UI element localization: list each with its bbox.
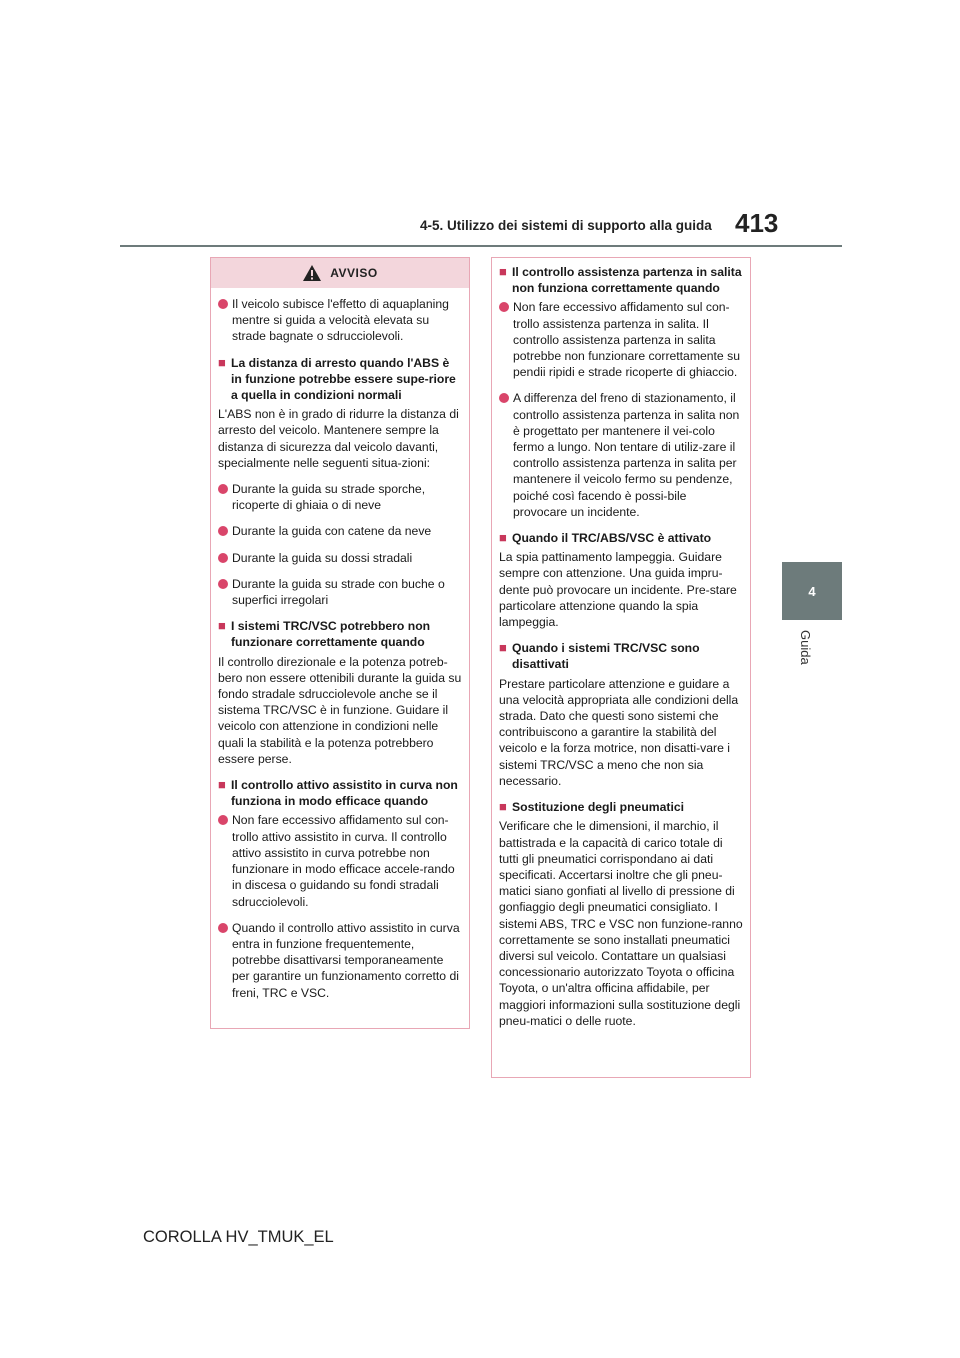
paragraph: Verificare che le dimensioni, il marchio, il battistrada e la capacità di carico totale di tutti gli pneumatici corrispondano ai dati specificati. Accertarsi inoltre che gli pneu-matici siano gonfiati al livello di pressione di gonfiaggio degli pneumatici consigliato. I sistemi ABS, TRC e VSC non funzione-ranno correttamente se sono installati pneumatici diversi sul veicolo. Contattare un qualsiasi concessionario autorizzato Toyota o officina Toyota, o un'altra officina affidabile, per maggiori informazioni sulla sostituzione degli pneu-matici o delle ruote. [499,819,743,1028]
list-item: Il veicolo subisce l'effetto di aquaplaning mentre si guida a velocità elevata su strade bagnate o sdrucciolevoli. [218,296,462,345]
square-bullet-icon: ■ [218,354,226,370]
list-item: Durante la guida su strade con buche o superfici irregolari [218,576,462,608]
bullet-icon [218,815,228,825]
square-bullet-icon: ■ [499,264,507,279]
subsection-heading: ■ Quando il TRC/ABS/VSC è attivato [499,530,712,546]
square-bullet-icon: ■ [218,777,226,793]
subsection-heading: ■ Quando i sistemi TRC/VSC sono disattivati [499,640,700,672]
square-bullet-icon: ■ [218,618,226,634]
bullet-icon [218,553,228,563]
bullet-icon [218,923,228,933]
chapter-label: Guida [798,630,813,665]
bullet-icon [218,484,228,494]
list-item: Non fare eccessivo affidamento sul con-trollo attivo assistito in curva. Il controllo attivo assistito in curva potrebbe non funzionare in modo efficace accele-rando in discesa o guidando su fondi stradali sdrucciolevoli. [218,812,462,909]
list-item: Quando il controllo attivo assistito in curva entra in funzione frequentemente, potrebbe disattivarsi temporaneamente per garantire un funzionamento corretto di freni, TRC e VSC. [218,920,462,1001]
subsection-heading: ■ La distanza di arresto quando l'ABS è in funzione potrebbe essere supe-riore a quella in condizioni normali [218,354,456,403]
square-bullet-icon: ■ [499,530,507,546]
footer-model-code: COROLLA HV_TMUK_EL [143,1228,334,1246]
square-bullet-icon: ■ [499,799,507,815]
warning-triangle-icon [302,264,322,282]
subsection-heading: ■ Il controllo attivo assistito in curva non funziona in modo efficace quando [218,777,458,809]
paragraph: L'ABS non è in grado di ridurre la distanza di arresto del veicolo. Mantenere sempre la distanza di sicurezza dal veicolo davanti, specialmente nelle seguenti situa-zioni: [218,407,459,470]
chapter-number: 4 [808,583,816,599]
list-item: Non fare eccessivo affidamento sul con-trollo assistenza partenza in salita. Il controllo assistenza partenza in salita potrebbe non funzionare correttamente su pendii ripidi e strade ricoperte di ghiaccio. [499,299,743,380]
list-item: A differenza del freno di stazionamento, il controllo assistenza partenza in salita non è progettato per mantenere il vei-colo fermo a lungo. Non tentare di utiliz-zare il controllo assistenza partenza in salita per mantenere il veicolo fermo su pendenze, poiché così facendo è possi-bile provocare un incidente. [499,390,743,520]
subsection-heading: ■ Sostituzione degli pneumatici [499,799,684,815]
info-box [491,257,751,1078]
list-item: Durante la guida con catene da neve [218,523,462,539]
subsection-heading: ■ Il controllo assistenza partenza in salita non funziona correttamente quando [499,264,742,296]
paragraph: Il controllo direzionale e la potenza potreb-bero non essere ottenibili durante la guida su fondo stradale sdrucciolevole anche se il sistema TRC/VSC è in funzione. Guidare il veicolo con attenzione in condizioni nelle quali la stabilità e la potenza potrebbero essere perse. [218,654,462,766]
header-divider [120,245,842,247]
bullet-icon [499,393,509,403]
paragraph: Prestare particolare attenzione e guidare a una velocità appropriata alle condizioni della strada. Dato che questi sono sistemi che contribuiscono a garantire la stabilità del veicolo e la forza motrice, non disatti-vare i sistemi TRC/VSC a meno che non sia necessario. [499,676,739,788]
section-title: 4-5. Utilizzo dei sistemi di supporto alla guida [420,218,712,233]
bullet-icon [218,579,228,589]
list-item: Durante la guida su dossi stradali [218,550,462,566]
list-item: Durante la guida su strade sporche, ricoperte di ghiaia o di neve [218,481,462,513]
page-number: 413 [735,208,779,238]
subsection-heading: ■ I sistemi TRC/VSC potrebbero non funzionare correttamente quando [218,618,431,650]
paragraph: La spia pattinamento lampeggia. Guidare sempre con attenzione. Una guida impru-dente può provocare un incidente. Pre-stare particolare attenzione quando la spia lampeggia. [499,550,737,630]
square-bullet-icon: ■ [499,640,507,656]
warning-box [210,257,470,1029]
bullet-icon [218,299,228,309]
bullet-icon [218,526,228,536]
warning-label: AVVISO [330,266,378,280]
chapter-tab[interactable] [782,562,842,620]
bullet-icon [499,302,509,312]
warning-header [211,258,469,288]
